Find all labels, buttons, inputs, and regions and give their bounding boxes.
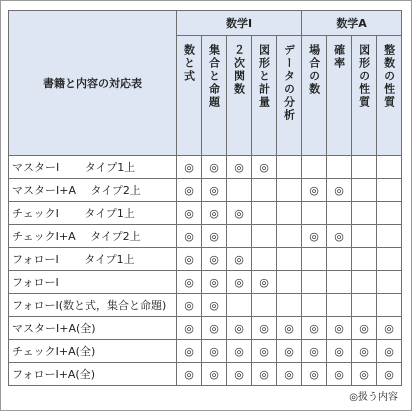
coverage-cell xyxy=(327,248,352,271)
coverage-cell xyxy=(352,317,377,340)
column-header xyxy=(177,36,202,156)
coverage-cell xyxy=(377,225,402,248)
double-circle-mark: ◎ xyxy=(184,183,194,197)
coverage-cell xyxy=(177,225,202,248)
double-circle-mark: ◎ xyxy=(259,321,269,335)
double-circle-mark: ◎ xyxy=(234,206,244,220)
coverage-cell xyxy=(302,202,327,225)
coverage-cell xyxy=(227,202,252,225)
coverage-cell xyxy=(252,179,277,202)
coverage-cell xyxy=(352,225,377,248)
coverage-cell xyxy=(327,363,352,386)
double-circle-mark: ◎ xyxy=(209,183,219,197)
double-circle-mark: ◎ xyxy=(234,367,244,381)
coverage-cell xyxy=(202,225,227,248)
coverage-cell xyxy=(352,248,377,271)
coverage-cell xyxy=(377,202,402,225)
double-circle-mark: ◎ xyxy=(259,160,269,174)
coverage-cell xyxy=(352,363,377,386)
coverage-cell xyxy=(327,271,352,294)
group-header-mathA: 数学A xyxy=(302,11,402,36)
coverage-cell xyxy=(202,202,227,225)
row-label: フォローⅠ(数と式，集合と命題) xyxy=(9,294,177,317)
coverage-cell xyxy=(227,271,252,294)
coverage-cell xyxy=(177,340,202,363)
coverage-cell xyxy=(327,294,352,317)
double-circle-mark: ◎ xyxy=(184,206,194,220)
column-header xyxy=(227,36,252,156)
double-circle-mark: ◎ xyxy=(234,275,244,289)
coverage-cell xyxy=(227,294,252,317)
column-header xyxy=(252,36,277,156)
coverage-cell xyxy=(327,340,352,363)
column-header xyxy=(327,36,352,156)
coverage-cell xyxy=(202,340,227,363)
table-title: 書籍と内容の対応表 xyxy=(9,11,177,156)
table-row xyxy=(9,271,402,294)
group-header-math1: 数学Ⅰ xyxy=(177,11,302,36)
coverage-cell xyxy=(227,248,252,271)
coverage-cell xyxy=(202,317,227,340)
table-row xyxy=(9,248,402,271)
coverage-cell xyxy=(277,340,302,363)
double-circle-mark: ◎ xyxy=(359,367,369,381)
coverage-cell xyxy=(277,156,302,179)
legend-note: ◎扱う内容 xyxy=(349,392,398,403)
column-header-label: 図形と計量 xyxy=(257,44,271,109)
coverage-cell xyxy=(352,179,377,202)
double-circle-mark: ◎ xyxy=(234,160,244,174)
coverage-cell xyxy=(202,179,227,202)
double-circle-mark: ◎ xyxy=(284,344,294,358)
coverage-cell xyxy=(202,156,227,179)
coverage-cell xyxy=(302,340,327,363)
coverage-cell xyxy=(277,225,302,248)
coverage-cell xyxy=(352,156,377,179)
table-row xyxy=(9,179,402,202)
coverage-cell xyxy=(177,294,202,317)
double-circle-mark: ◎ xyxy=(184,275,194,289)
coverage-cell xyxy=(202,248,227,271)
row-label: チェックⅠ+A タイプ2上 xyxy=(9,225,177,248)
double-circle-mark: ◎ xyxy=(384,321,394,335)
double-circle-mark: ◎ xyxy=(184,298,194,312)
double-circle-mark: ◎ xyxy=(184,367,194,381)
coverage-cell xyxy=(302,363,327,386)
row-label: フォローⅠ タイプ1上 xyxy=(9,248,177,271)
table-row xyxy=(9,294,402,317)
coverage-cell xyxy=(302,317,327,340)
double-circle-mark: ◎ xyxy=(384,367,394,381)
double-circle-mark: ◎ xyxy=(334,367,344,381)
double-circle-mark: ◎ xyxy=(184,229,194,243)
correspondence-table xyxy=(8,10,402,386)
coverage-cell xyxy=(327,202,352,225)
row-label: フォローⅠ+A(全) xyxy=(9,363,177,386)
coverage-cell xyxy=(252,363,277,386)
double-circle-mark: ◎ xyxy=(309,183,319,197)
row-label: チェックⅠ タイプ1上 xyxy=(9,202,177,225)
coverage-cell xyxy=(302,225,327,248)
double-circle-mark: ◎ xyxy=(209,206,219,220)
double-circle-mark: ◎ xyxy=(209,160,219,174)
table-row xyxy=(9,156,402,179)
coverage-cell xyxy=(202,363,227,386)
coverage-cell xyxy=(277,179,302,202)
coverage-cell xyxy=(252,271,277,294)
coverage-cell xyxy=(202,294,227,317)
double-circle-mark: ◎ xyxy=(209,275,219,289)
double-circle-mark: ◎ xyxy=(334,229,344,243)
double-circle-mark: ◎ xyxy=(359,344,369,358)
double-circle-mark: ◎ xyxy=(209,367,219,381)
coverage-cell xyxy=(377,317,402,340)
double-circle-mark: ◎ xyxy=(309,367,319,381)
double-circle-mark: ◎ xyxy=(209,344,219,358)
coverage-cell xyxy=(352,340,377,363)
row-label: マスターⅠ+A タイプ2上 xyxy=(9,179,177,202)
coverage-cell xyxy=(277,202,302,225)
double-circle-mark: ◎ xyxy=(334,321,344,335)
double-circle-mark: ◎ xyxy=(184,160,194,174)
coverage-cell xyxy=(377,363,402,386)
column-header xyxy=(352,36,377,156)
column-header-label: 整数の性質 xyxy=(382,44,396,109)
coverage-cell xyxy=(377,271,402,294)
double-circle-mark: ◎ xyxy=(209,321,219,335)
coverage-cell xyxy=(277,248,302,271)
table-body xyxy=(9,156,402,386)
coverage-cell xyxy=(227,179,252,202)
column-header-label: 場合の数 xyxy=(307,44,321,96)
table-row xyxy=(9,363,402,386)
row-label: チェックⅠ+A(全) xyxy=(9,340,177,363)
row-label: マスターⅠ タイプ1上 xyxy=(9,156,177,179)
column-header xyxy=(302,36,327,156)
double-circle-mark: ◎ xyxy=(259,367,269,381)
coverage-cell xyxy=(177,179,202,202)
double-circle-mark: ◎ xyxy=(184,344,194,358)
coverage-cell xyxy=(252,156,277,179)
table-row xyxy=(9,340,402,363)
column-header xyxy=(277,36,302,156)
coverage-cell xyxy=(252,248,277,271)
coverage-cell xyxy=(277,294,302,317)
coverage-cell xyxy=(352,202,377,225)
double-circle-mark: ◎ xyxy=(234,321,244,335)
coverage-cell xyxy=(377,248,402,271)
coverage-cell xyxy=(277,363,302,386)
coverage-cell xyxy=(227,317,252,340)
coverage-cell xyxy=(377,156,402,179)
column-header-label: 確率 xyxy=(332,44,346,70)
coverage-cell xyxy=(227,363,252,386)
double-circle-mark: ◎ xyxy=(334,183,344,197)
double-circle-mark: ◎ xyxy=(184,321,194,335)
coverage-cell xyxy=(252,340,277,363)
table-row xyxy=(9,225,402,248)
table-row xyxy=(9,202,402,225)
double-circle-mark: ◎ xyxy=(334,344,344,358)
coverage-cell xyxy=(352,271,377,294)
double-circle-mark: ◎ xyxy=(309,321,319,335)
double-circle-mark: ◎ xyxy=(309,344,319,358)
column-header xyxy=(202,36,227,156)
column-header-label: 集合と命題 xyxy=(207,44,221,109)
coverage-cell xyxy=(302,179,327,202)
coverage-cell xyxy=(327,156,352,179)
double-circle-mark: ◎ xyxy=(209,229,219,243)
coverage-cell xyxy=(277,317,302,340)
coverage-cell xyxy=(227,156,252,179)
double-circle-mark: ◎ xyxy=(259,275,269,289)
double-circle-mark: ◎ xyxy=(234,252,244,266)
table-row xyxy=(9,317,402,340)
coverage-cell xyxy=(177,248,202,271)
double-circle-mark: ◎ xyxy=(284,367,294,381)
coverage-cell xyxy=(252,225,277,248)
coverage-cell xyxy=(327,179,352,202)
coverage-cell xyxy=(177,363,202,386)
double-circle-mark: ◎ xyxy=(384,344,394,358)
coverage-cell xyxy=(377,294,402,317)
double-circle-mark: ◎ xyxy=(284,321,294,335)
coverage-cell xyxy=(302,248,327,271)
double-circle-mark: ◎ xyxy=(209,252,219,266)
coverage-cell xyxy=(302,156,327,179)
coverage-cell xyxy=(202,271,227,294)
column-header-label: 図形の性質 xyxy=(357,44,371,109)
row-label: マスターⅠ+A(全) xyxy=(9,317,177,340)
coverage-cell xyxy=(377,340,402,363)
coverage-cell xyxy=(302,294,327,317)
double-circle-mark: ◎ xyxy=(234,344,244,358)
coverage-cell xyxy=(327,317,352,340)
coverage-cell xyxy=(377,179,402,202)
coverage-cell xyxy=(302,271,327,294)
coverage-cell xyxy=(352,294,377,317)
column-header-label: ２次関数 xyxy=(232,44,246,96)
coverage-cell xyxy=(177,271,202,294)
coverage-cell xyxy=(177,317,202,340)
coverage-cell xyxy=(252,294,277,317)
column-header xyxy=(377,36,402,156)
column-header-label: 数と式 xyxy=(182,44,196,83)
coverage-cell xyxy=(177,202,202,225)
coverage-cell xyxy=(227,225,252,248)
double-circle-mark: ◎ xyxy=(259,344,269,358)
double-circle-mark: ◎ xyxy=(309,229,319,243)
double-circle-mark: ◎ xyxy=(209,298,219,312)
coverage-cell xyxy=(227,340,252,363)
coverage-cell xyxy=(177,156,202,179)
coverage-cell xyxy=(327,225,352,248)
coverage-cell xyxy=(252,317,277,340)
coverage-cell xyxy=(277,271,302,294)
double-circle-mark: ◎ xyxy=(184,252,194,266)
coverage-cell xyxy=(252,202,277,225)
double-circle-mark: ◎ xyxy=(359,321,369,335)
row-label: フォローⅠ xyxy=(9,271,177,294)
column-header-label: データの分析 xyxy=(282,44,296,122)
